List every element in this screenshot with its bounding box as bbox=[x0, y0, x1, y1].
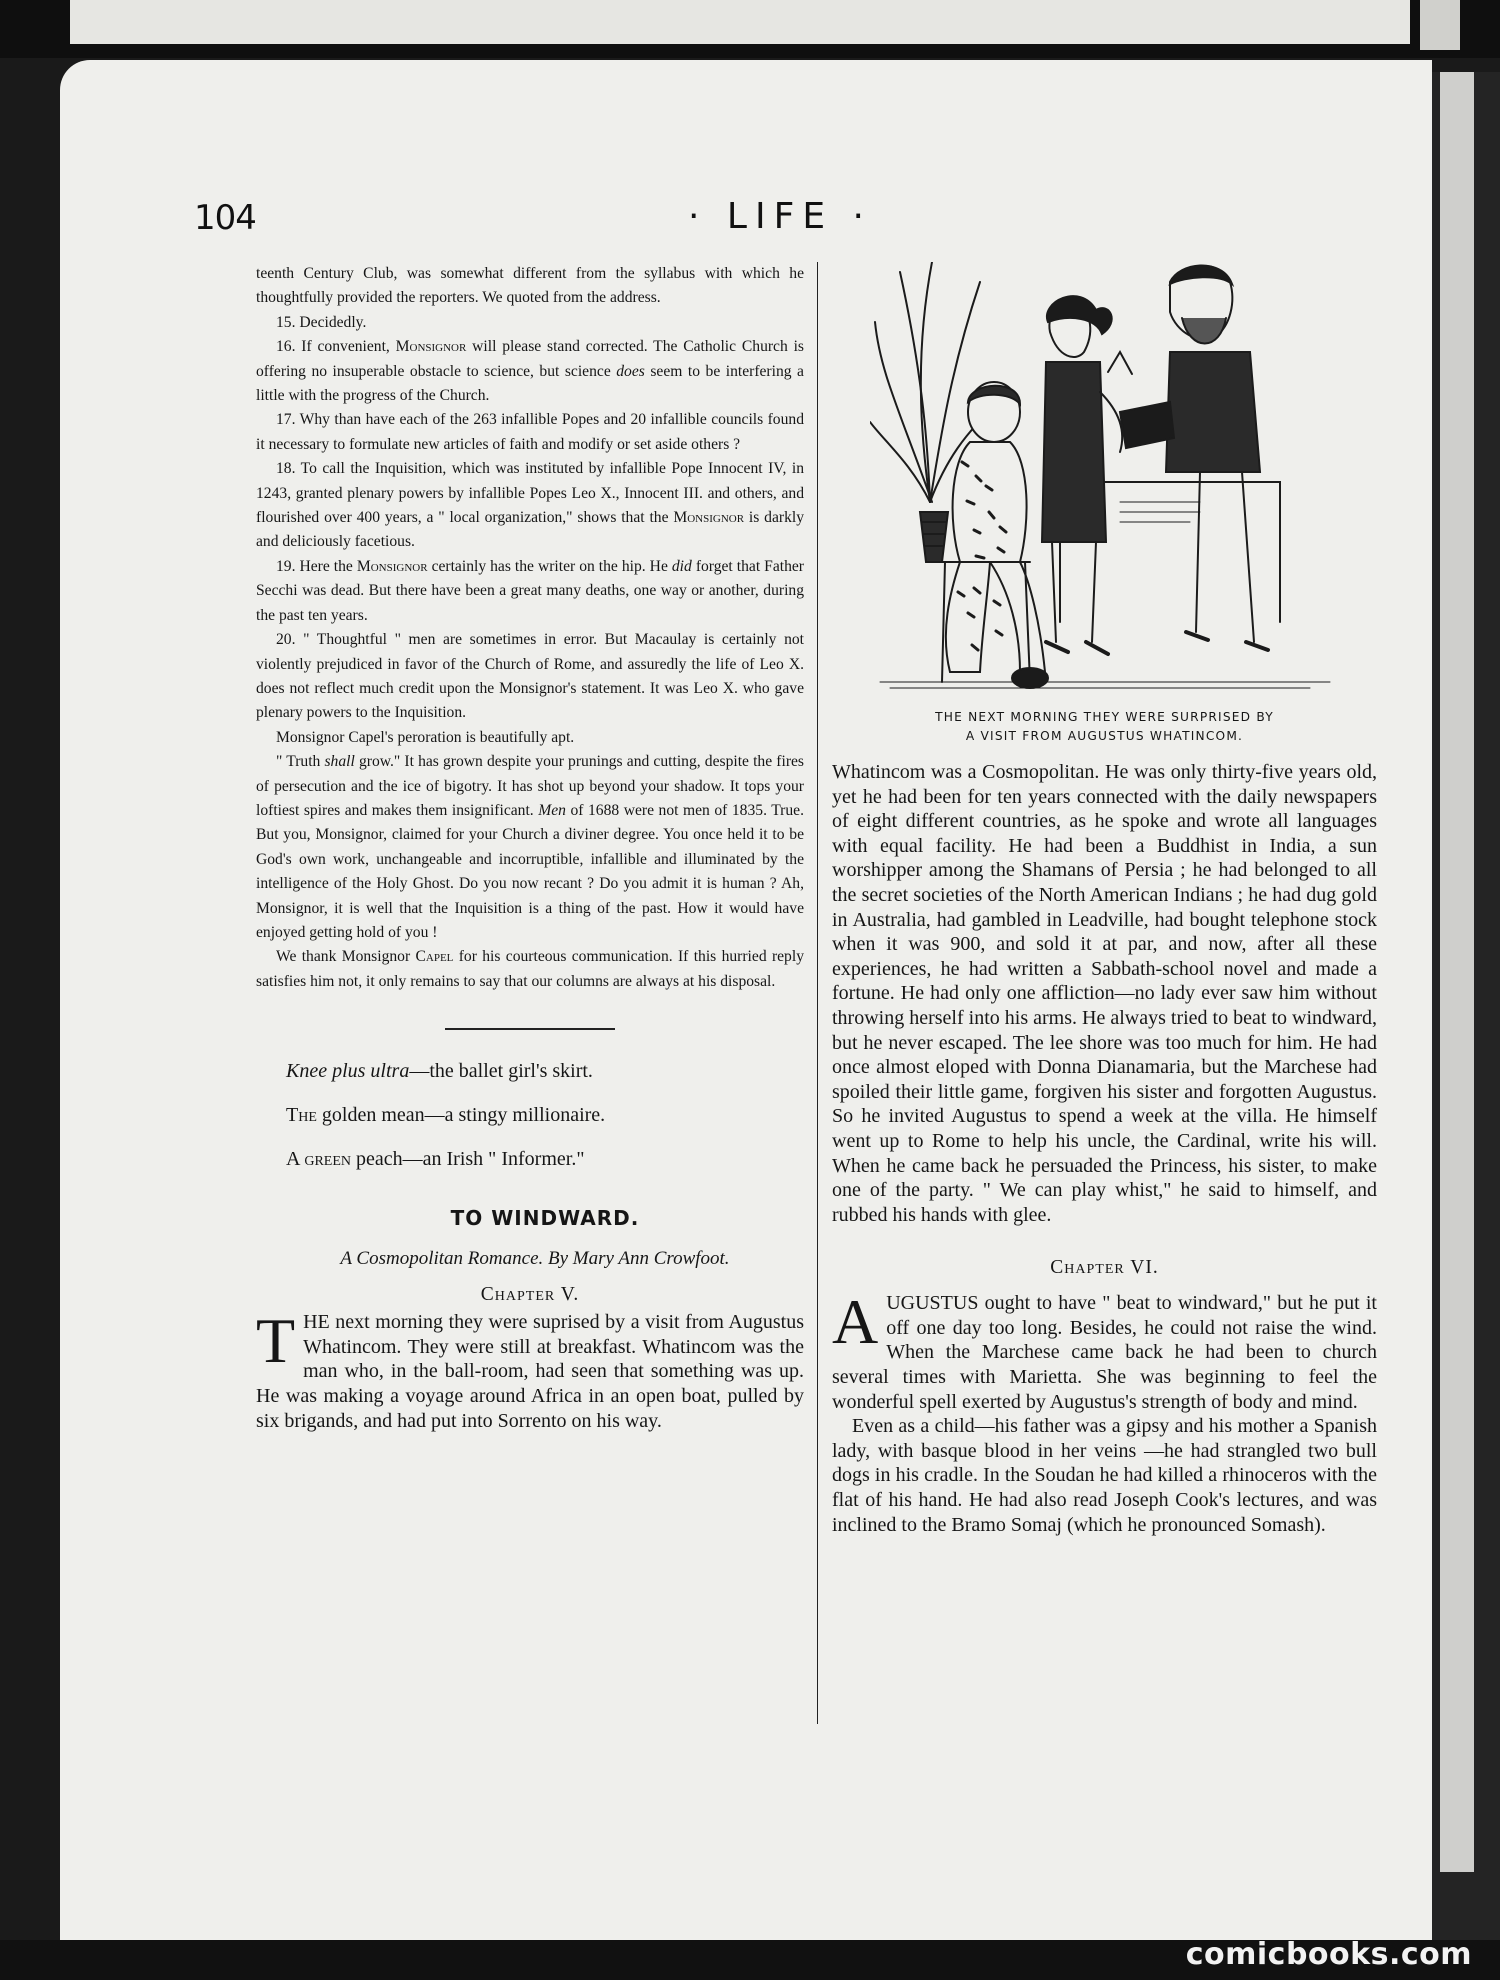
chapter-vi-paragraph-2: Even as a child—his father was a gipsy and his mother a Spanish lady, with basque blood in her veins —he had strangled two bull dogs in his cradle. In the Soudan he had killed a rhinoceros with the flat of his hand. He had also read Joseph Cook's lectures, and was inclined to the Bramo Somaj (which he pronounced Somash). bbox=[832, 1415, 1377, 1536]
story-byline: A Cosmopolitan Romance. By Mary Ann Crowfoot. bbox=[340, 1248, 730, 1270]
scan-bottom-edge bbox=[0, 1937, 1500, 1980]
reply-paragraph bbox=[256, 750, 804, 945]
text-run: We thank Monsignor bbox=[276, 948, 416, 966]
italic-text: did bbox=[671, 557, 692, 575]
illustration bbox=[870, 262, 1340, 696]
text-run: 19. Here the bbox=[276, 557, 357, 575]
reply-paragraph bbox=[256, 457, 804, 555]
text-run: forget that Father Secchi was dead. But there have been a great many deaths, one way or another, during the past ten years. bbox=[256, 557, 804, 624]
text-run: will please stand corrected. The Catholic Church is offering no insuperable obstacle to science, but science bbox=[256, 338, 804, 380]
scan-top-edge bbox=[0, 0, 1500, 58]
reply-paragraph bbox=[256, 726, 804, 750]
scan-right-edge bbox=[1432, 72, 1500, 1942]
reply-paragraph bbox=[256, 628, 804, 726]
text-run: of 1688 were not men of 1835. True. But you, Monsignor, claimed for your Church a diviner degree. You once held it to be God's own work, unchangeable and incorruptible, infallible and illuminated by the intelligence of the Holy Ghost. Do you now recant ? Do you admit it is human ? Ah, Monsignor, it is well that the Inquisition is a thing of the past. How it would have enjoyed getting hold of you ! bbox=[256, 801, 804, 941]
column-divider bbox=[817, 262, 818, 1724]
dropcap-t: T bbox=[256, 1305, 296, 1377]
continuation-paragraph: Whatincom was a Cosmopolitan. He was only thirty-five years old, yet he had been for ten years connected with the daily newspapers of eight different countries, as he spoke and wrote all languages with equal facility. He had been a Buddhist in India, a sun worshipper among the Shamans of Persia ; he had belonged to all the secret societies of the North American Indians ; he had dug gold in Australia, had gambled in Leadville, had bought telephone stock when it was 900, and sold it at par, and now, after all these experiences, he had written a Sabbath-school novel and made a fortune. He had only one affliction—no lady ever saw him without throwing herself into his arms. He always tried to beat to windward, but he never escaped. The lee shore was too much for him. He had once almost eloped with Donna Dianamaria, but the Marchese had spoiled their little game, forgiven his sister and forgotten Augustus. So he invited Augustus to spend a week at the villa. He himself went up to Rome to help his uncle, the Cardinal, write his will. When he came back he persuaded the Princess, his sister, to make one of the party. " We can play whist," he said to himself, and rubbed his hands with glee. bbox=[832, 761, 1377, 1226]
right-column bbox=[832, 262, 1377, 1537]
text-run: golden mean—a stingy millionaire. bbox=[316, 1104, 606, 1127]
chapter-vi-heading: Chapter VI. bbox=[1050, 1257, 1159, 1279]
watermark: comicbooks.com bbox=[1185, 1937, 1472, 1972]
text-run: 18. To call the Inquisition, which was instituted by infallible Pope Innocent IV, in 1243, granted plenary powers by infallible Popes Leo X., Innocent III. and others, and flourished over 400 years, a " local organization," shows that the bbox=[256, 460, 804, 527]
text-run: 16. If convenient, bbox=[276, 338, 396, 356]
seated-lady-drawing bbox=[940, 382, 1048, 688]
text-run: 17. Why than have each of the 263 infallible Popes and 20 infallible councils found it necessary to formulate new articles of faith and modify or set aside others ? bbox=[256, 411, 804, 453]
section-divider bbox=[445, 1028, 615, 1030]
text-run: certainly has the writer on the hip. He bbox=[427, 557, 672, 575]
bearded-man-right-drawing bbox=[1108, 265, 1268, 650]
chapter-vi-paragraph-1 bbox=[832, 1286, 1377, 1414]
illustration-caption bbox=[832, 708, 1377, 746]
previous-page-edge bbox=[70, 0, 1410, 44]
chapter-v-continuation bbox=[832, 760, 1377, 1227]
joke-line bbox=[256, 1102, 804, 1128]
text-run: " Truth bbox=[276, 753, 325, 771]
dropcap-a: A bbox=[832, 1286, 879, 1358]
chapter-v-heading: Chapter V. bbox=[480, 1284, 580, 1306]
text-run: for his courteous communication. If this hurried reply satisfies him not, it only remains to say that our columns are always at his disposal. bbox=[256, 948, 804, 990]
bearded-man-center-drawing bbox=[1042, 296, 1122, 654]
chapter-v-paragraph bbox=[256, 1305, 804, 1433]
italic-text: Men bbox=[538, 801, 566, 819]
reply-paragraph bbox=[256, 335, 804, 408]
reply-paragraph bbox=[256, 311, 804, 335]
chapter-vi-text-1: UGUSTUS ought to have " beat to windward," but he put it off one day too long. Besides, he could not raise the wind. When the Marchese came back he had been to church several times with Marietta. She was beginning to feel the wonderful spell exerted by Augustus's strength of body and mind. bbox=[832, 1292, 1377, 1413]
caption-line-2: A VISIT FROM AUGUSTUS WHATINCOM. bbox=[965, 729, 1244, 743]
italic-text: shall bbox=[324, 753, 355, 771]
text-run: peach—an Irish " Informer." bbox=[351, 1148, 585, 1171]
page-number: 104 bbox=[194, 198, 256, 238]
small-caps-text: Capel bbox=[415, 948, 454, 966]
reply-paragraph bbox=[256, 555, 804, 628]
text-run: seem to be interfering a little with the progress of the Church. bbox=[256, 362, 804, 405]
caption-line-1: THE NEXT MORNING THEY WERE SURPRISED BY bbox=[935, 710, 1274, 724]
italic-text: does bbox=[616, 362, 645, 380]
reply-paragraph bbox=[256, 262, 804, 311]
editorial-reply bbox=[256, 262, 804, 994]
text-run: is darkly and deliciously facetious. bbox=[256, 509, 804, 551]
reply-paragraph bbox=[256, 945, 804, 994]
text-run: grow." It has grown despite your prunings and cutting, despite the fires of persecution and the ice of bigotry. It has shot up beyond your shadow. It tops your loftiest spires and makes them insignificant. bbox=[256, 753, 805, 819]
text-run: 20. " Thoughtful " men are sometimes in error. But Macaulay is certainly not violently prejudiced in favor of the Church of Rome, and assuredly the life of Leo X. does not reflect much credit upon the Monsignor's statement. It was Leo X. who gave plenary powers to the Inquisition. bbox=[256, 631, 804, 722]
reply-paragraph bbox=[256, 408, 804, 457]
small-caps-text: Monsignor bbox=[395, 338, 467, 356]
text-run: 15. Decidedly. bbox=[276, 313, 367, 331]
italic-text: Knee plus ultra bbox=[286, 1060, 410, 1083]
text-run: teenth Century Club, was somewhat different from the syllabus with which he thoughtfully provided the reporters. We quoted from the address. bbox=[256, 265, 804, 307]
small-caps-text: A green bbox=[286, 1148, 352, 1171]
chapter-v-text: HE next morning they were suprised by a visit from Augustus Whatincom. They were still at breakfast. Whatincom was the man who, in the ball-room, had seen that something was up. He was making a voyage around Africa in an open boat, pulled by six brigands, and had put into Sorrento on his way. bbox=[256, 1311, 804, 1432]
left-column bbox=[256, 262, 804, 1433]
text-run: —the ballet girl's skirt. bbox=[409, 1060, 593, 1083]
previous-page-corner bbox=[1420, 0, 1460, 50]
small-caps-text: The bbox=[286, 1104, 317, 1127]
small-caps-text: Monsignor bbox=[356, 557, 428, 575]
chapter-v-body bbox=[256, 1305, 804, 1433]
text-run: Monsignor Capel's peroration is beautifully apt. bbox=[276, 728, 575, 746]
masthead-title: · LIFE · bbox=[688, 196, 872, 237]
joke-line bbox=[256, 1058, 804, 1084]
small-caps-text: Monsignor bbox=[673, 509, 745, 527]
joke-line bbox=[256, 1146, 804, 1172]
jokes-list bbox=[256, 1058, 804, 1172]
next-page-edge bbox=[1440, 72, 1474, 1872]
story-title: TO WINDWARD. bbox=[450, 1206, 640, 1231]
chapter-vi-body bbox=[832, 1286, 1377, 1537]
